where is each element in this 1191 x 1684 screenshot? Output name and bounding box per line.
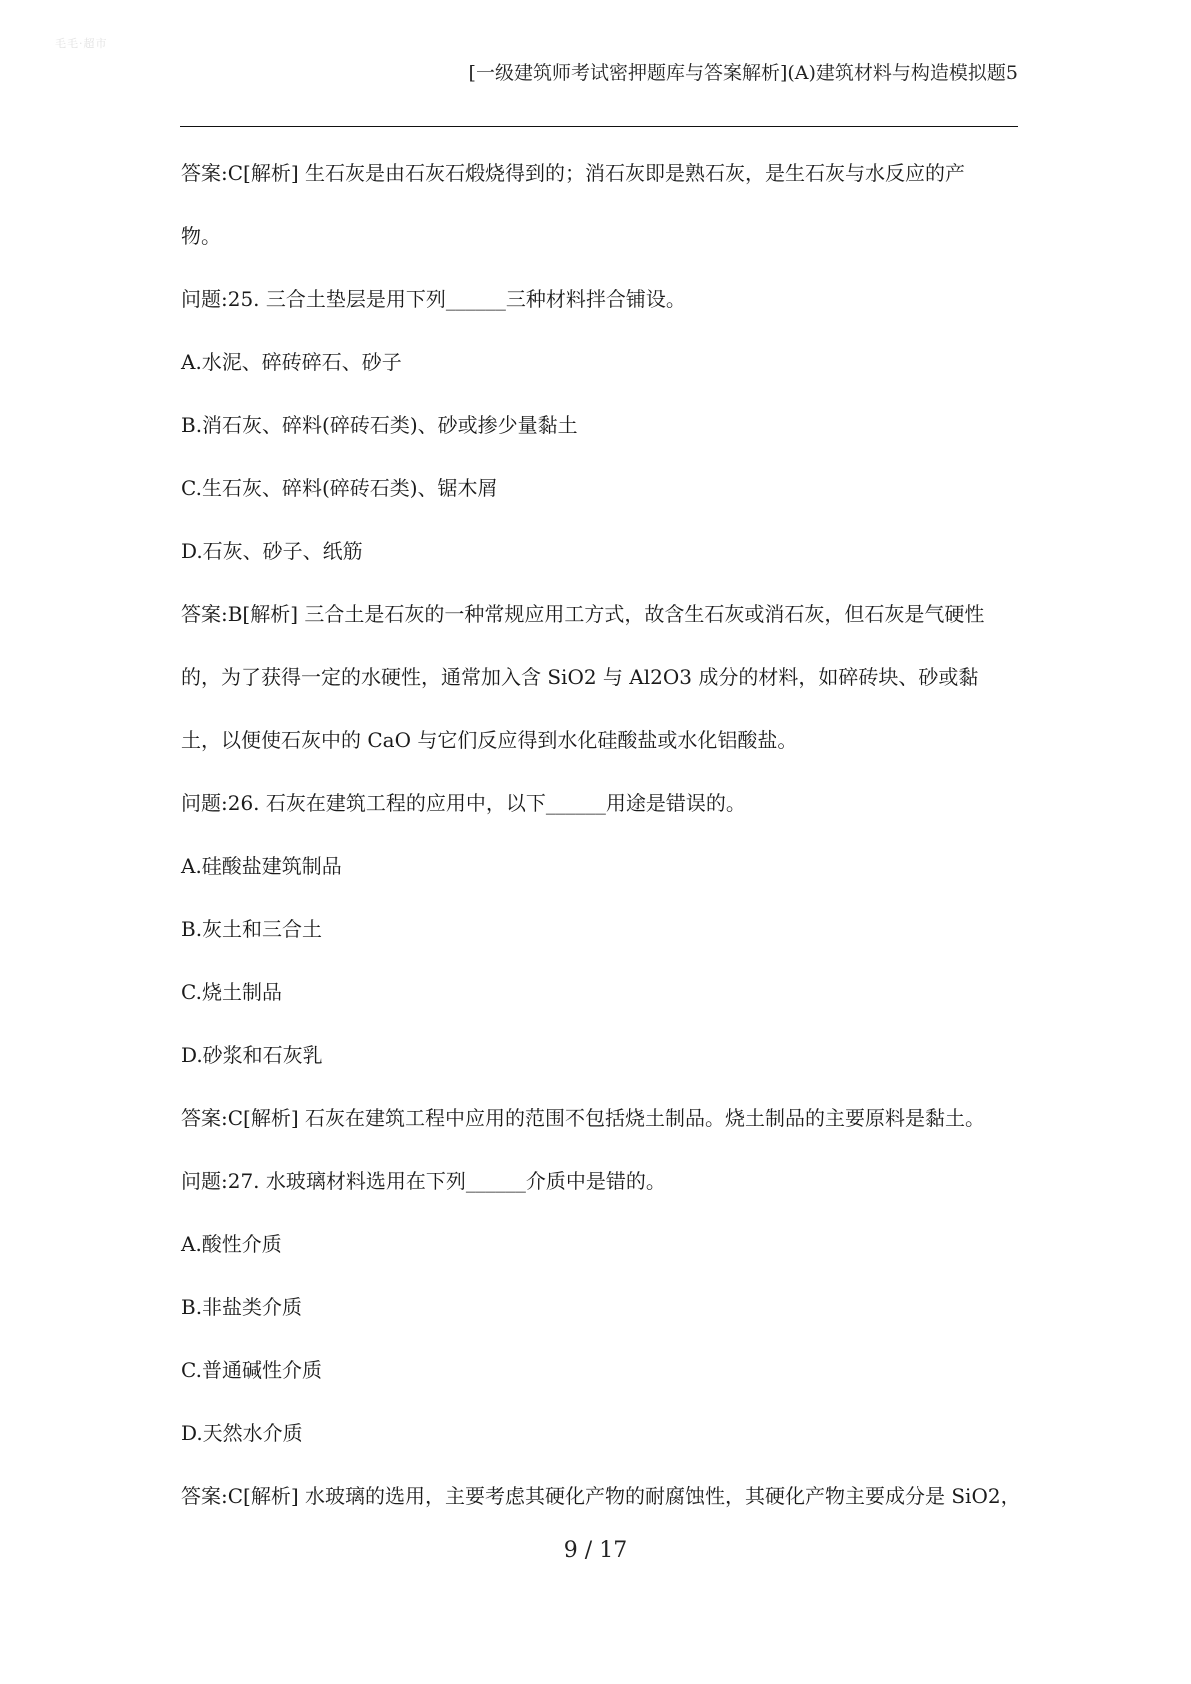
question-27-option-a: A.酸性介质 (181, 1232, 282, 1256)
question-27-option-c: C.普通碱性介质 (181, 1358, 322, 1382)
question-27: 问题:27. 水玻璃材料选用在下列______介质中是错的。 (181, 1169, 666, 1193)
question-26-option-d: D.砂浆和石灰乳 (181, 1043, 323, 1067)
question-25: 问题:25. 三合土垫层是用下列______三种材料拌合铺设。 (181, 287, 686, 311)
question-26-option-c: C.烧土制品 (181, 980, 282, 1004)
question-26: 问题:26. 石灰在建筑工程的应用中，以下______用途是错误的。 (181, 791, 746, 815)
watermark: 毛毛·超市 (55, 37, 108, 50)
answer-26: 答案:C[解析] 石灰在建筑工程中应用的范围不包括烧土制品。烧土制品的主要原料是黏土。 (181, 1106, 986, 1130)
page-header: [一级建筑师考试密押题库与答案解析](A)建筑材料与构造模拟题5 (468, 62, 1018, 84)
question-27-option-b: B.非盐类介质 (181, 1295, 303, 1319)
answer-25-line-2: 的，为了获得一定的水硬性，通常加入含 SiO2 与 Al2O3 成分的材料，如碎砖块、砂或黏 (181, 665, 979, 689)
answer-25-line-3: 土，以便使石灰中的 CaO 与它们反应得到水化硅酸盐或水化铝酸盐。 (181, 728, 798, 752)
question-25-option-b: B.消石灰、碎料(碎砖石类)、砂或掺少量黏土 (181, 413, 578, 437)
answer-24-line-1: 答案:C[解析] 生石灰是由石灰石煅烧得到的；消石灰即是熟石灰，是生石灰与水反应的产 (181, 161, 966, 185)
question-25-option-a: A.水泥、碎砖碎石、砂子 (181, 350, 402, 374)
question-27-option-d: D.天然水介质 (181, 1421, 303, 1445)
question-25-option-c: C.生石灰、碎料(碎砖石类)、锯木屑 (181, 476, 498, 500)
page-number: 9 / 17 (563, 1538, 628, 1563)
question-25-option-d: D.石灰、砂子、纸筋 (181, 539, 363, 563)
answer-24-line-2: 物。 (181, 224, 221, 248)
answer-27-line-1: 答案:C[解析] 水玻璃的选用，主要考虑其硬化产物的耐腐蚀性，其硬化产物主要成分是 SiO2， (181, 1484, 1021, 1508)
document-body (181, 156, 1026, 1513)
question-26-option-a: A.硅酸盐建筑制品 (181, 854, 342, 878)
question-26-option-b: B.灰土和三合土 (181, 917, 323, 941)
answer-25-line-1: 答案:B[解析] 三合土是石灰的一种常规应用工方式，故含生石灰或消石灰，但石灰是气硬性 (181, 602, 985, 626)
header-rule (180, 126, 1018, 127)
